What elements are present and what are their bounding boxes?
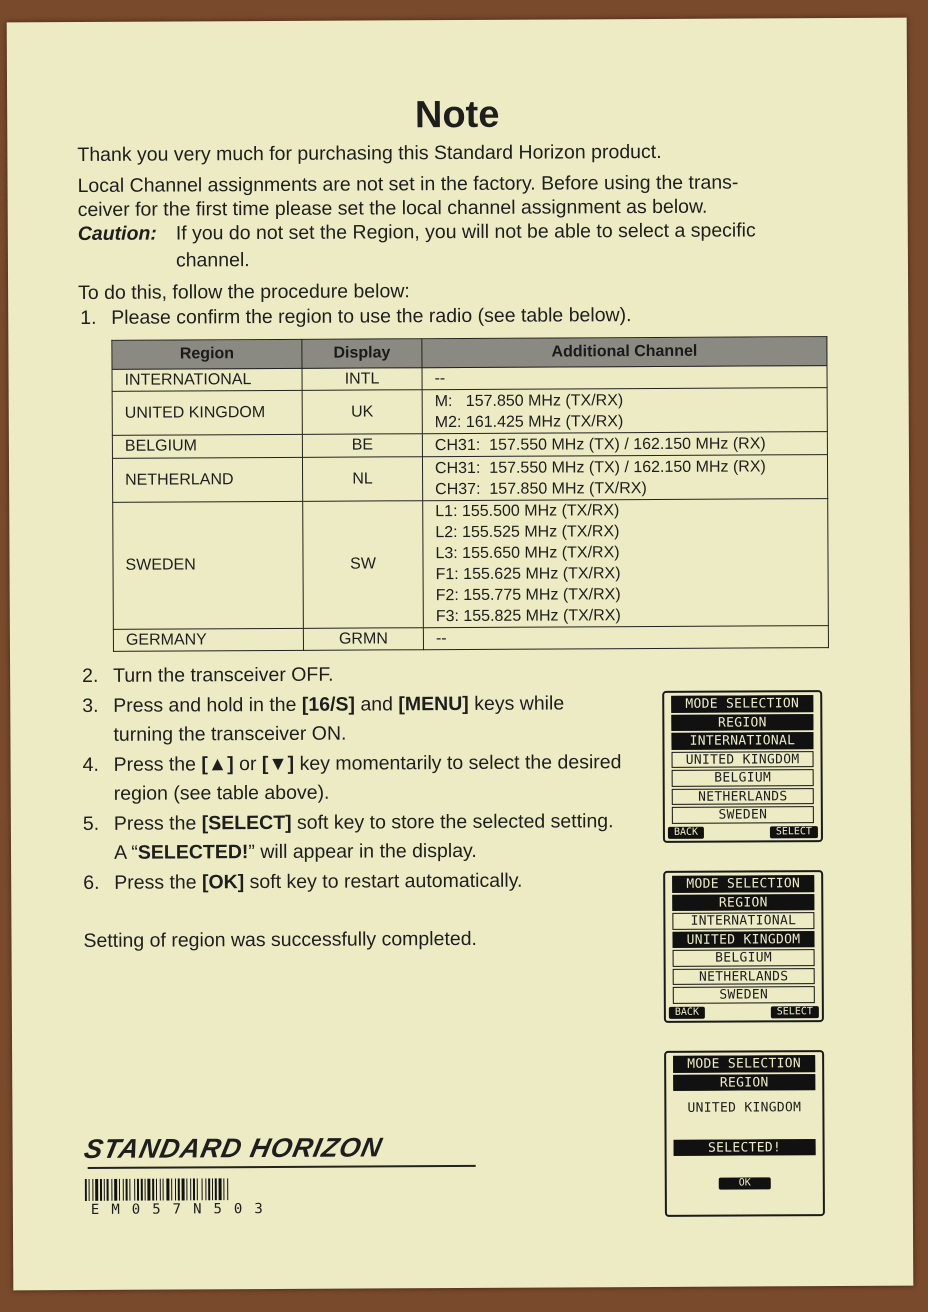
region-cell: INTERNATIONAL — [112, 368, 302, 391]
back-softkey: BACK — [669, 1006, 705, 1018]
step-5 — [83, 807, 623, 869]
brand-logo: STANDARD HORIZON — [81, 1132, 386, 1164]
step-text: Press and hold in the [16/S] and [MENU] keys while turning the transceiver ON. — [113, 691, 565, 746]
region-cell: GERMANY — [113, 628, 303, 651]
step-4 — [82, 748, 622, 810]
channel-line: CH31: 157.550 MHz (TX) / 162.150 MHz (RX) — [434, 434, 766, 454]
channel-line: CH31: 157.550 MHz (TX) / 162.150 MHz (RX) — [434, 457, 766, 477]
caution-label: Caution: — [77, 222, 157, 245]
display-cell: INTL — [302, 368, 422, 391]
key-up: [▲] — [201, 752, 234, 775]
page-title: Note — [414, 93, 500, 137]
channel-line: CH37: 157.850 MHz (TX/RX) — [435, 479, 647, 498]
lcd-item: INTERNATIONAL — [671, 732, 813, 749]
step-text: Press the [SELECT] soft key to store the selected setting. A “SELECTED!” will appear in the display. — [113, 809, 614, 864]
lcd-subtitle: REGION — [671, 714, 813, 731]
table-header-row — [112, 337, 827, 370]
lcd-item: BELGIUM — [672, 769, 814, 786]
select-softkey: SELECT — [771, 1006, 819, 1018]
display-cell: GRMN — [303, 628, 423, 651]
step-1-text: Please confirm the region to use the radio (see table below). — [111, 304, 632, 329]
lcd-item: NETHERLANDS — [672, 788, 814, 805]
lcd-softkeys — [670, 1177, 820, 1190]
channel-line: F3: 155.825 MHz (TX/RX) — [435, 607, 621, 626]
procedure-steps — [82, 659, 624, 956]
ok-softkey: OK — [719, 1177, 771, 1189]
channel-cell — [422, 455, 827, 501]
channel-cell — [422, 388, 827, 434]
step-1 — [80, 304, 632, 330]
display-cell: SW — [303, 501, 424, 629]
table-row — [113, 626, 828, 652]
display-cell: UK — [302, 390, 422, 435]
channel-cell — [423, 499, 829, 628]
region-cell: SWEDEN — [113, 501, 304, 629]
caution-line — [77, 219, 756, 246]
lcd-item: NETHERLANDS — [673, 968, 815, 985]
table-row — [112, 388, 827, 436]
step-number: 2. — [82, 664, 99, 687]
key-16s: [16/S] — [301, 693, 356, 716]
channel-cell — [422, 366, 827, 390]
channel-line: M2: 161.425 MHz (TX/RX) — [434, 412, 624, 431]
lcd-screen-select-region — [662, 690, 823, 842]
lcd-softkeys — [669, 1006, 819, 1019]
channel-line: L2: 155.525 MHz (TX/RX) — [435, 523, 620, 542]
lcd-screen-uk-highlighted — [663, 870, 824, 1022]
lcd-softkeys — [668, 826, 818, 839]
region-cell: UNITED KINGDOM — [112, 390, 302, 435]
region-table — [111, 336, 829, 652]
key-menu: [MENU] — [398, 692, 469, 715]
lcd-item: UNITED KINGDOM — [672, 931, 814, 948]
logo-underline — [88, 1165, 476, 1169]
selected-message: SELECTED! — [137, 841, 249, 864]
manual-page — [7, 18, 914, 1291]
key-ok: [OK] — [201, 870, 245, 893]
intro-thanks: Thank you very much for purchasing this Standard Horizon product. — [77, 140, 662, 166]
channel-line: M: 157.850 MHz (TX/RX) — [434, 391, 624, 410]
caution-text-1: If you do not set the Region, you will not be able to select a specific — [175, 219, 756, 245]
table-row — [113, 499, 829, 630]
channel-cell — [423, 626, 828, 650]
header-display: Display — [302, 339, 422, 369]
step-text: Press the [▲] or [▼] key momentarily to select the desired region (see table above). — [113, 750, 622, 805]
header-region: Region — [112, 339, 302, 369]
lcd-region-value: UNITED KINGDOM — [687, 1100, 802, 1116]
channel-line: L3: 155.650 MHz (TX/RX) — [435, 544, 620, 563]
lcd-item: SWEDEN — [672, 806, 814, 823]
step-3 — [82, 689, 622, 751]
barcode-text: EM057N503 — [90, 1200, 275, 1218]
region-cell: NETHERLAND — [112, 457, 302, 502]
intro-local-2: ceiver for the first time please set the local channel assignment as below. — [77, 195, 708, 221]
lcd-title: MODE SELECTION — [672, 875, 814, 892]
channel-line: -- — [435, 630, 447, 648]
back-softkey: BACK — [668, 826, 704, 838]
lcd-title: MODE SELECTION — [671, 695, 813, 712]
lcd-screen-selected — [664, 1050, 825, 1217]
lcd-item: UNITED KINGDOM — [672, 751, 814, 768]
display-cell: NL — [302, 457, 422, 502]
step-number: 6. — [83, 871, 100, 894]
lcd-item: SWEDEN — [673, 986, 815, 1003]
step-number: 4. — [82, 753, 99, 776]
key-down: [▼] — [261, 752, 295, 775]
step-number: 5. — [82, 812, 100, 835]
completion-note: Setting of region was successfully completed. — [83, 927, 478, 952]
key-select: [SELECT] — [201, 811, 292, 834]
region-cell: BELGIUM — [112, 434, 302, 458]
channel-line: F2: 155.775 MHz (TX/RX) — [435, 586, 621, 605]
channel-line: F1: 155.625 MHz (TX/RX) — [435, 565, 621, 584]
lcd-item: BELGIUM — [673, 949, 815, 966]
step-2 — [82, 659, 622, 691]
display-cell: BE — [302, 434, 422, 458]
procedure-intro: To do this, follow the procedure below: — [78, 280, 410, 304]
channel-line: -- — [434, 370, 446, 388]
intro-local-1: Local Channel assignments are not set in the factory. Before using the trans- — [77, 171, 739, 197]
lcd-subtitle: REGION — [673, 1074, 815, 1091]
header-additional-channel: Additional Channel — [422, 337, 827, 368]
barcode — [85, 1178, 321, 1201]
select-softkey: SELECT — [770, 826, 818, 838]
channel-cell — [422, 432, 827, 457]
step-text: Turn the transceiver OFF. — [113, 663, 334, 687]
step-number: 3. — [82, 694, 99, 717]
step-text: Press the [OK] soft key to restart automatically. — [114, 869, 523, 894]
channel-line: L1: 155.500 MHz (TX/RX) — [435, 502, 620, 521]
step-6 — [83, 866, 623, 898]
lcd-subtitle: REGION — [672, 894, 814, 911]
caution-text-2: channel. — [175, 249, 250, 272]
step-1-number: 1. — [80, 306, 97, 329]
lcd-item: INTERNATIONAL — [672, 912, 814, 929]
lcd-title: MODE SELECTION — [673, 1055, 815, 1072]
lcd-selected-message: SELECTED! — [674, 1139, 816, 1156]
table-row — [112, 455, 827, 503]
